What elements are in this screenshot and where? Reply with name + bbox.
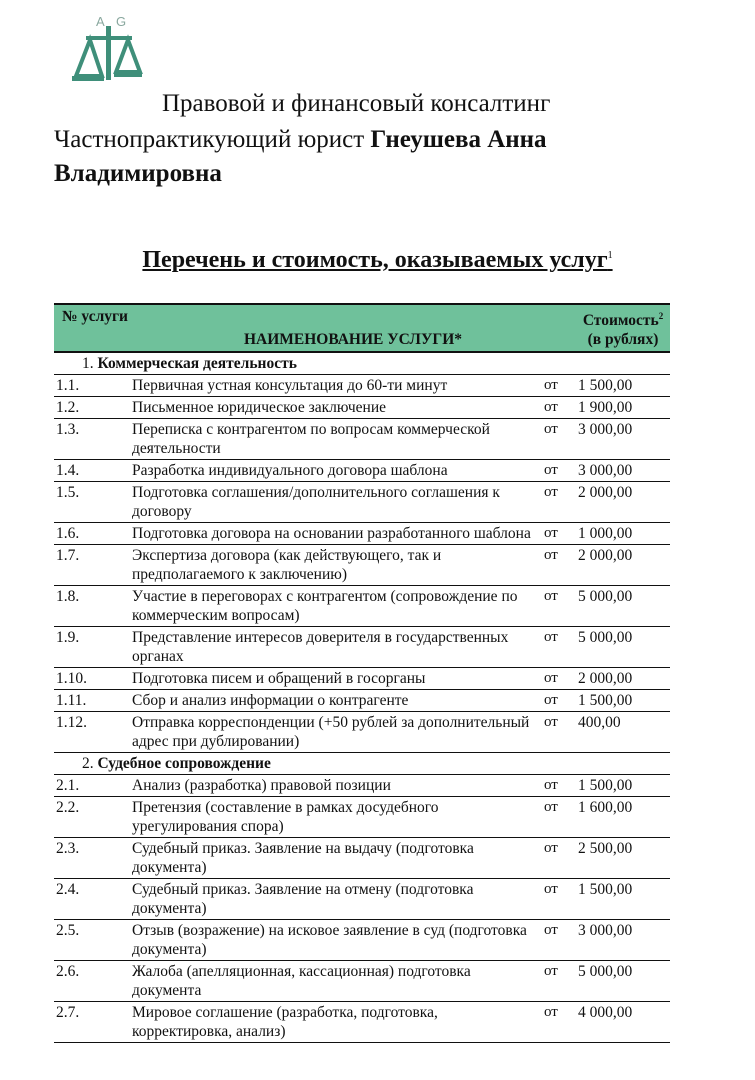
service-name: Экспертиза договора (как действующего, так и предполагаемого к заключению): [130, 545, 542, 586]
section-title: Судебное сопровождение: [97, 755, 271, 773]
service-number: 1.7.: [54, 545, 130, 586]
service-price: 2 000,00: [576, 545, 670, 586]
service-name: Подготовка договора на основании разработанного шаблона: [130, 523, 542, 545]
service-name: Переписка с контрагентом по вопросам коммерческой деятельности: [130, 419, 542, 460]
service-number: 2.2.: [54, 797, 130, 838]
price-from-label: от: [542, 397, 576, 419]
table-row: [54, 586, 670, 627]
service-name: Представление интересов доверителя в государственных органах: [130, 627, 542, 668]
title-footnote: 1: [607, 250, 613, 261]
price-from-label: от: [542, 690, 576, 712]
service-number: 1.6.: [54, 523, 130, 545]
table-row: [54, 690, 670, 712]
service-name: Письменное юридическое заключение: [130, 397, 542, 419]
price-from-label: от: [542, 586, 576, 627]
section-number: 2.: [82, 755, 94, 773]
service-name: Подготовка соглашения/дополнительного соглашения к договору: [130, 482, 542, 523]
service-number: 1.10.: [54, 668, 130, 690]
service-price: 1 500,00: [576, 775, 670, 797]
price-from-label: от: [542, 775, 576, 797]
table-row: [54, 838, 670, 879]
section-heading: [54, 352, 670, 375]
service-name: Подготовка писем и обращений в госорганы: [130, 668, 542, 690]
table-row: [54, 961, 670, 1002]
service-number: 1.1.: [54, 375, 130, 397]
service-name: Разработка индивидуального договора шаблона: [130, 460, 542, 482]
service-price: 400,00: [576, 712, 670, 753]
table-row: [54, 797, 670, 838]
table-row: [54, 397, 670, 419]
cost-header-suffix: (в рублях): [587, 331, 659, 349]
price-from-label: от: [542, 668, 576, 690]
section-title: Коммерческая деятельность: [97, 355, 297, 373]
price-from-label: от: [542, 712, 576, 753]
service-number: 1.9.: [54, 627, 130, 668]
service-number: 1.4.: [54, 460, 130, 482]
price-from-label: от: [542, 879, 576, 920]
service-price: 2 000,00: [576, 668, 670, 690]
service-name: Жалоба (апелляционная, кассационная) подготовка документа: [130, 961, 542, 1002]
cost-header-label: Стоимость: [582, 312, 659, 330]
service-number: 2.1.: [54, 775, 130, 797]
section-row: [54, 753, 670, 775]
scales-logo-icon: [68, 12, 148, 92]
table-row: [54, 775, 670, 797]
price-from-label: от: [542, 523, 576, 545]
price-from-label: от: [542, 961, 576, 1002]
service-price: 1 500,00: [576, 879, 670, 920]
service-price: 3 000,00: [576, 920, 670, 961]
service-number: 2.3.: [54, 838, 130, 879]
service-price: 1 900,00: [576, 397, 670, 419]
service-price: 3 000,00: [576, 419, 670, 460]
table-row: [54, 668, 670, 690]
service-name: Судебный приказ. Заявление на выдачу (подготовка документа): [130, 838, 542, 879]
service-number: 2.6.: [54, 961, 130, 1002]
document-title-text: Перечень и стоимость, оказываемых услуг: [142, 247, 608, 273]
service-price: 5 000,00: [576, 586, 670, 627]
service-price: 2 500,00: [576, 838, 670, 879]
table-row: [54, 627, 670, 668]
table-row: [54, 545, 670, 586]
table-row: [54, 712, 670, 753]
price-from-label: от: [542, 627, 576, 668]
column-header-name: НАИМЕНОВАНИЕ УСЛУГИ*: [130, 304, 576, 352]
service-price: 1 600,00: [576, 797, 670, 838]
service-name: Претензия (составление в рамках досудебного урегулирования спора): [130, 797, 542, 838]
company-logo: [68, 12, 148, 92]
service-price: 4 000,00: [576, 1002, 670, 1043]
company-tagline: Правовой и финансовый консалтинг: [162, 90, 551, 117]
table-row: [54, 460, 670, 482]
section-heading: [54, 753, 670, 775]
lawyer-title: Частнопрактикующий юрист: [54, 126, 371, 153]
service-number: 1.8.: [54, 586, 130, 627]
column-header-number: № услуги: [54, 304, 130, 352]
service-number: 2.5.: [54, 920, 130, 961]
service-name: Отзыв (возражение) на исковое заявление в суд (подготовка документа): [130, 920, 542, 961]
cost-footnote: 2: [658, 311, 664, 321]
price-from-label: от: [542, 1002, 576, 1043]
service-number: 1.12.: [54, 712, 130, 753]
price-from-label: от: [542, 838, 576, 879]
services-table: [54, 303, 670, 1043]
service-price: 5 000,00: [576, 627, 670, 668]
svg-text:A: A: [96, 14, 105, 29]
service-name: Участие в переговорах с контрагентом (сопровождение по коммерческим вопросам): [130, 586, 542, 627]
price-from-label: от: [542, 920, 576, 961]
price-from-label: от: [542, 482, 576, 523]
lawyer-name: Гнеушева Анна Владимировна: [54, 126, 547, 187]
service-name: Отправка корреспонденции (+50 рублей за дополнительный адрес при дублировании): [130, 712, 542, 753]
price-from-label: от: [542, 375, 576, 397]
table-row: [54, 419, 670, 460]
table-row: [54, 879, 670, 920]
service-name: Первичная устная консультация до 60-ти минут: [130, 375, 542, 397]
service-price: 1 500,00: [576, 690, 670, 712]
service-number: 1.5.: [54, 482, 130, 523]
service-number: 2.4.: [54, 879, 130, 920]
table-body: [54, 352, 670, 1043]
price-from-label: от: [542, 797, 576, 838]
table-row: [54, 920, 670, 961]
service-number: 1.2.: [54, 397, 130, 419]
service-name: Сбор и анализ информации о контрагенте: [130, 690, 542, 712]
document-title: [0, 247, 755, 274]
service-name: Судебный приказ. Заявление на отмену (подготовка документа): [130, 879, 542, 920]
table-header-row: [54, 304, 670, 352]
service-number: 1.11.: [54, 690, 130, 712]
service-price: 1 000,00: [576, 523, 670, 545]
service-price: 3 000,00: [576, 460, 670, 482]
section-number: 1.: [82, 355, 94, 373]
service-name: Мировое соглашение (разработка, подготовка, корректировка, анализ): [130, 1002, 542, 1043]
table-row: [54, 375, 670, 397]
price-from-label: от: [542, 460, 576, 482]
table-row: [54, 482, 670, 523]
service-price: 1 500,00: [576, 375, 670, 397]
table-row: [54, 523, 670, 545]
price-from-label: от: [542, 545, 576, 586]
service-number: 2.7.: [54, 1002, 130, 1043]
table-row: [54, 1002, 670, 1043]
column-header-cost: [576, 304, 670, 352]
service-name: Анализ (разработка) правовой позиции: [130, 775, 542, 797]
service-price: 2 000,00: [576, 482, 670, 523]
lawyer-heading: [54, 123, 714, 191]
svg-text:G: G: [116, 14, 127, 29]
service-price: 5 000,00: [576, 961, 670, 1002]
price-from-label: от: [542, 419, 576, 460]
service-number: 1.3.: [54, 419, 130, 460]
section-row: [54, 352, 670, 375]
